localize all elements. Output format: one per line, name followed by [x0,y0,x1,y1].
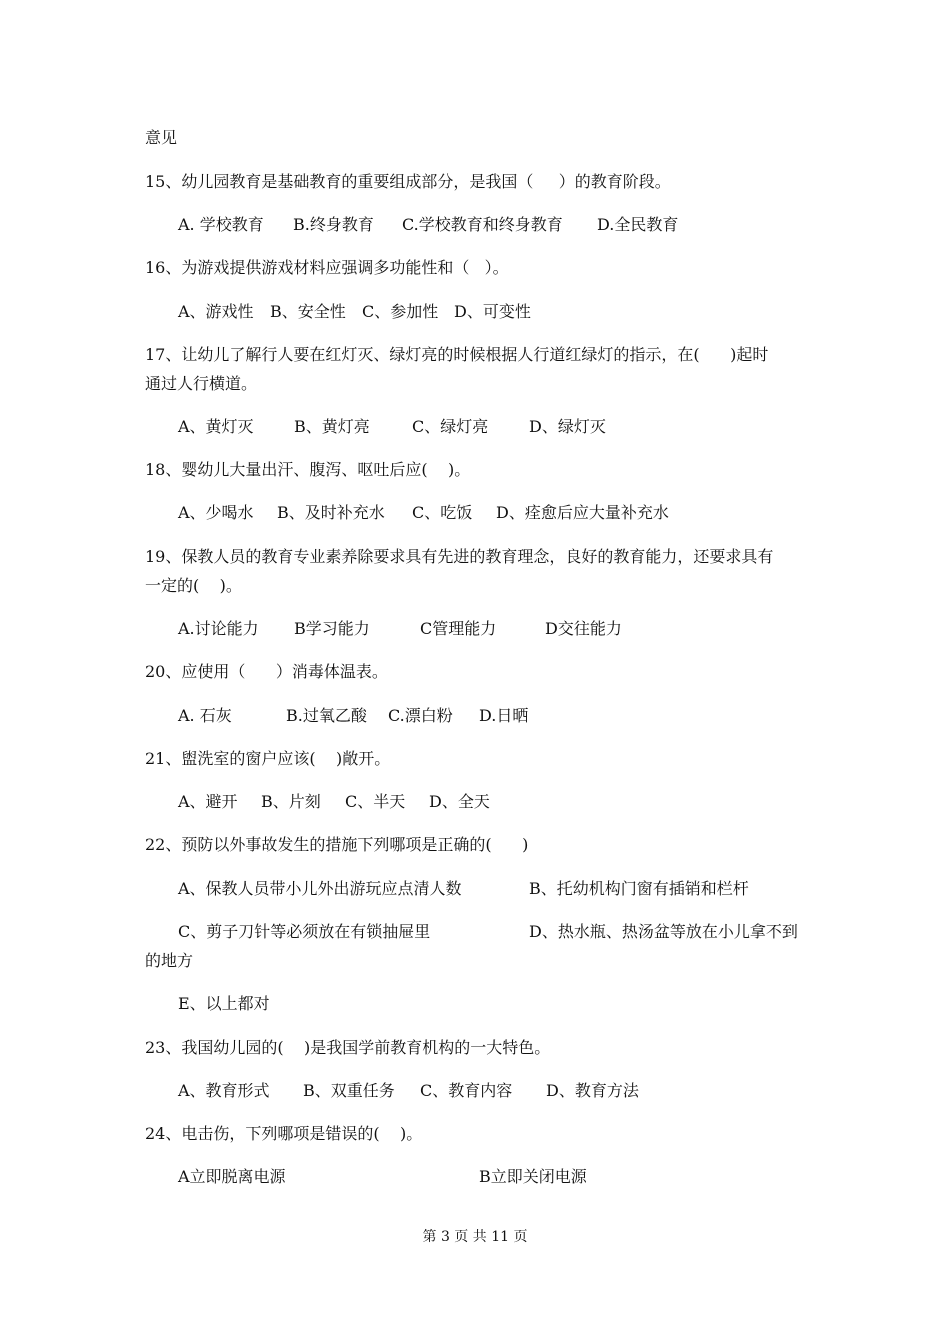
q20-option-a: A. 石灰 [178,706,232,725]
q17-option-c: C、绿灯亮 [412,417,489,436]
q18-option-d: D、痊愈后应大量补充水 [496,503,669,522]
q21-option-a: A、避开 [178,792,238,811]
q23-option-d: D、教育方法 [546,1081,639,1100]
question-23: 23、我国幼儿园的( )是我国学前教育机构的一大特色。 [145,1038,551,1057]
q19-option-c: C管理能力 [420,619,497,638]
q18-option-b: B、及时补充水 [277,503,385,522]
question-22: 22、预防以外事故发生的措施下列哪项是正确的( ) [145,835,529,854]
q22-option-c: C、剪子刀针等必须放在有锁抽屉里 [178,922,431,941]
question-21: 21、盥洗室的窗户应该( )敞开。 [145,749,391,768]
question-16: 16、为游戏提供游戏材料应强调多功能性和（ ）。 [145,258,509,277]
q18-option-a: A、少喝水 [178,503,254,522]
q15-option-a: A. 学校教育 [178,215,264,234]
continuation-text: 意见 [145,128,178,147]
question-15: 15、幼儿园教育是基础教育的重要组成部分，是我国（ ）的教育阶段。 [145,172,671,191]
q21-option-d: D、全天 [429,792,490,811]
q16-option-d: D、可变性 [454,302,531,321]
question-17-line-2: 通过人行横道。 [145,374,258,393]
q20-option-c: C.漂白粉 [388,706,453,725]
q17-option-d: D、绿灯灭 [529,417,606,436]
q15-option-d: D.全民教育 [597,215,679,234]
question-19-line-1: 19、保教人员的教育专业素养除要求具有先进的教育理念，良好的教育能力，还要求具有 [145,547,774,566]
q17-option-a: A、黄灯灭 [178,417,254,436]
q20-option-d: D.日晒 [479,706,529,725]
q15-option-b: B.终身教育 [293,215,374,234]
q22-option-a: A、保教人员带小儿外出游玩应点清人数 [178,879,462,898]
question-24: 24、电击伤，下列哪项是错误的( )。 [145,1124,423,1143]
q20-option-b: B.过氧乙酸 [286,706,367,725]
q24-option-a: A立即脱离电源 [178,1167,286,1186]
question-17-line-1: 17、让幼儿了解行人要在红灯灭、绿灯亮的时候根据人行道红绿灯的指示，在( )起时 [145,345,769,364]
q23-option-c: C、教育内容 [420,1081,513,1100]
q24-option-b: B立即关闭电源 [479,1167,587,1186]
q22-option-d: D、热水瓶、热汤盆等放在小儿拿不到 [529,922,798,941]
q17-option-b: B、黄灯亮 [294,417,370,436]
q19-option-a: A.讨论能力 [178,619,259,638]
q21-option-c: C、半天 [345,792,406,811]
q15-option-c: C.学校教育和终身教育 [402,215,563,234]
q16-option-b: B、安全性 [270,302,346,321]
question-18: 18、婴幼儿大量出汗、腹泻、呕吐后应( )。 [145,460,471,479]
question-20: 20、应使用（ ）消毒体温表。 [145,662,388,681]
q23-option-b: B、双重任务 [303,1081,395,1100]
q18-option-c: C、吃饭 [412,503,473,522]
q19-option-b: B学习能力 [294,619,370,638]
q22-option-d-continuation: 的地方 [145,951,194,970]
page-footer: 第 3 页 共 11 页 [422,1229,528,1245]
question-19-line-2: 一定的( )。 [145,576,242,595]
q16-option-a: A、游戏性 [178,302,254,321]
q23-option-a: A、教育形式 [178,1081,270,1100]
q19-option-d: D交往能力 [545,619,622,638]
q22-option-b: B、托幼机构门窗有插销和栏杆 [529,879,749,898]
q16-option-c: C、参加性 [362,302,439,321]
q22-option-e: E、以上都对 [178,994,270,1013]
q21-option-b: B、片刻 [261,792,321,811]
